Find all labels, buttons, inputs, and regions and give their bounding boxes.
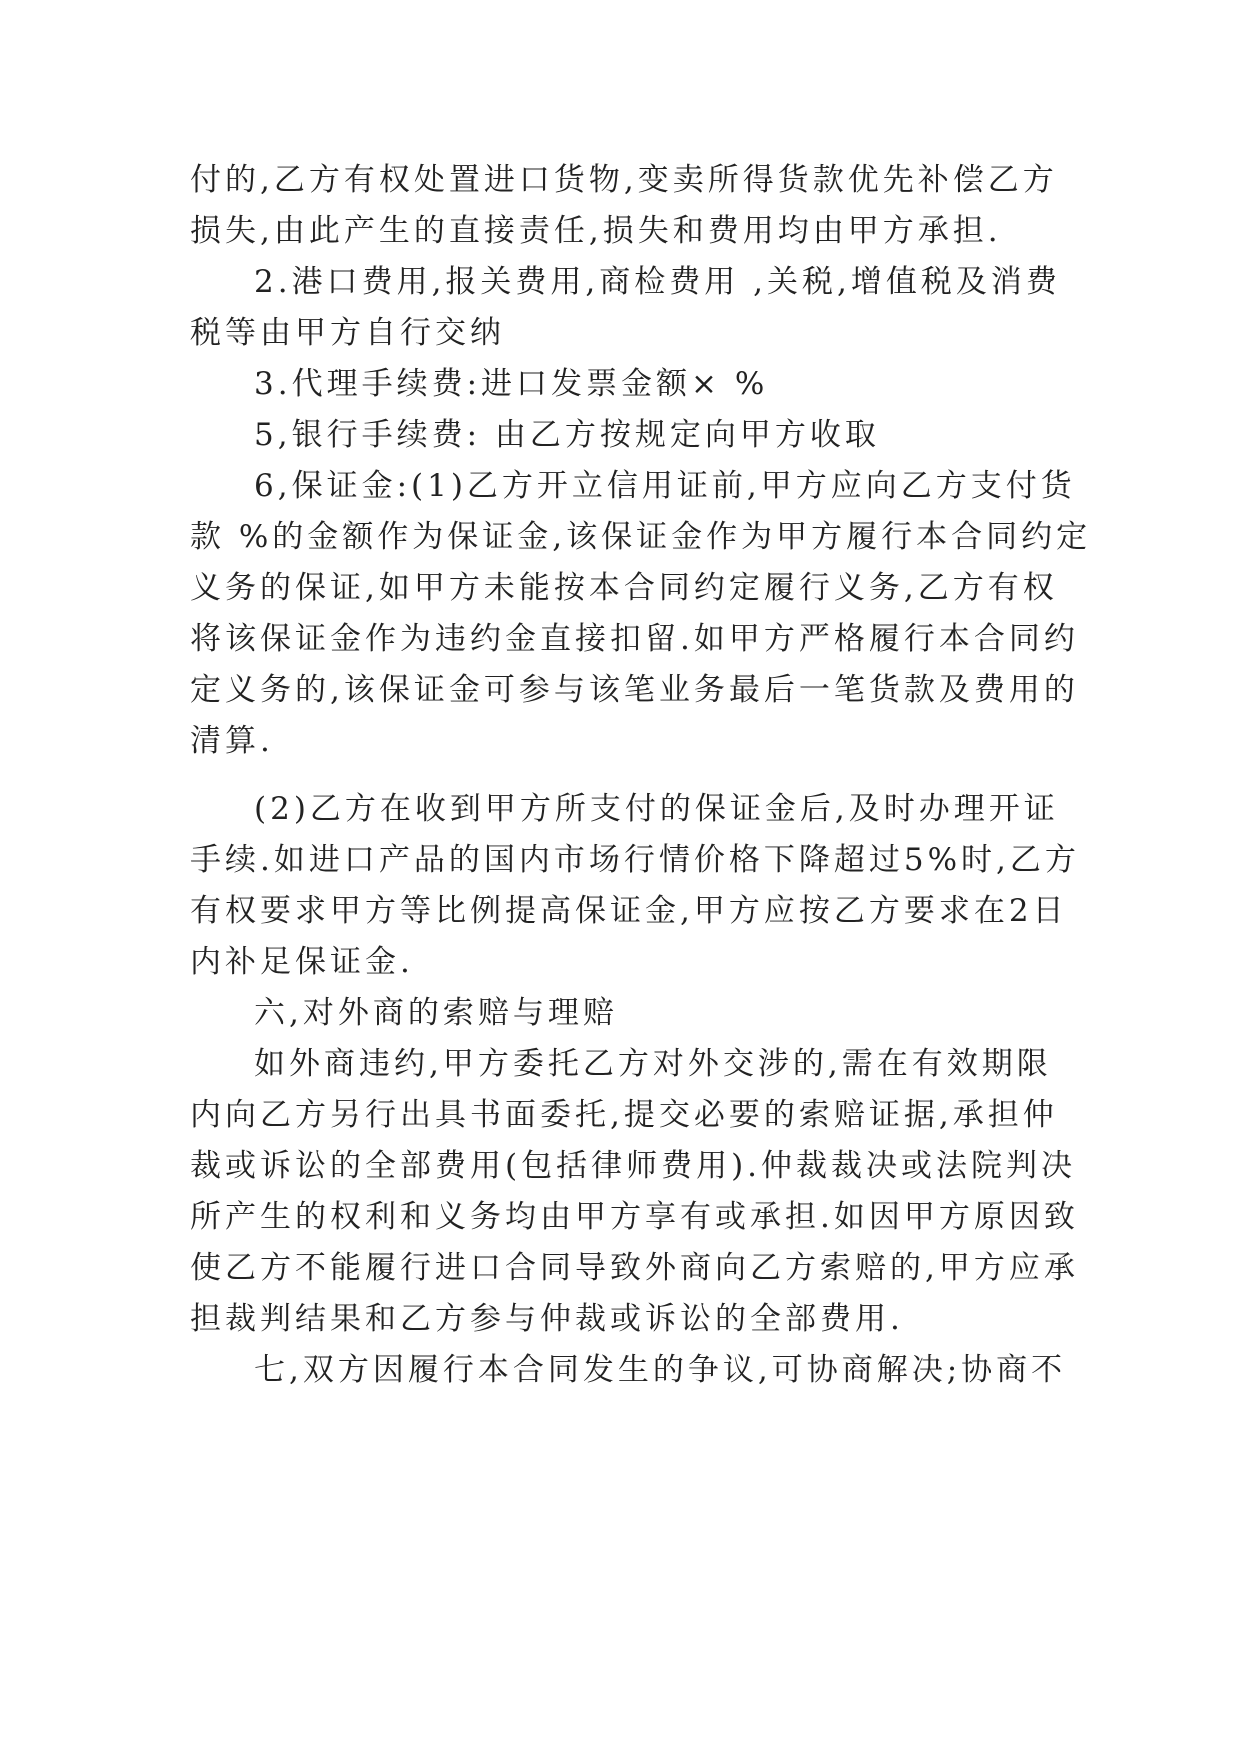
text-line: 所产生的权利和义务均由甲方享有或承担.如因甲方原因致 [190, 1199, 1079, 1235]
text-line: 5,银行手续费: 由乙方按规定向甲方收取 [254, 417, 880, 453]
text-line: 税等由甲方自行交纳 [190, 315, 505, 351]
text-line: 如外商违约,甲方委托乙方对外交涉的,需在有效期限 [254, 1046, 1052, 1082]
text-line: 裁或诉讼的全部费用(包括律师费用).仲裁裁决或法院判决 [190, 1148, 1077, 1184]
text-line: (2)乙方在收到甲方所支付的保证金后,及时办理开证 [254, 791, 1059, 827]
text-line: 6,保证金:(1)乙方开立信用证前,甲方应向乙方支付货 [254, 468, 1076, 504]
text-line: 损失,由此产生的直接责任,损失和费用均由甲方承担. [190, 213, 1002, 249]
text-line: 付的,乙方有权处置进口货物,变卖所得货款优先补偿乙方 [190, 162, 1058, 198]
section-heading: 六,对外商的索赔与理赔 [254, 995, 618, 1031]
text-line: 内补足保证金. [190, 944, 414, 980]
text-line: 内向乙方另行出具书面委托,提交必要的索赔证据,承担仲 [190, 1097, 1058, 1133]
text-line: 有权要求甲方等比例提高保证金,甲方应按乙方要求在2日 [190, 893, 1068, 929]
section-heading: 七,双方因履行本合同发生的争议,可协商解决;协商不 [254, 1352, 1067, 1388]
text-line: 手续.如进口产品的国内市场行情价格下降超过5%时,乙方 [190, 842, 1080, 878]
text-line: 2.港口费用,报关费用,商检费用 ,关税,增值税及消费 [254, 264, 1061, 300]
text-line: 义务的保证,如甲方未能按本合同约定履行义务,乙方有权 [190, 570, 1058, 606]
text-line: 担裁判结果和乙方参与仲裁或诉讼的全部费用. [190, 1301, 904, 1337]
text-line: 将该保证金作为违约金直接扣留.如甲方严格履行本合同约 [190, 621, 1079, 657]
text-line: 使乙方不能履行进口合同导致外商向乙方索赔的,甲方应承 [190, 1250, 1079, 1286]
text-line: 款 %的金额作为保证金,该保证金作为甲方履行本合同约定 [190, 519, 1092, 555]
text-line: 清算. [190, 723, 274, 759]
text-line: 定义务的,该保证金可参与该笔业务最后一笔货款及费用的 [190, 672, 1079, 708]
text-line: 3.代理手续费:进口发票金额× % [254, 366, 769, 402]
